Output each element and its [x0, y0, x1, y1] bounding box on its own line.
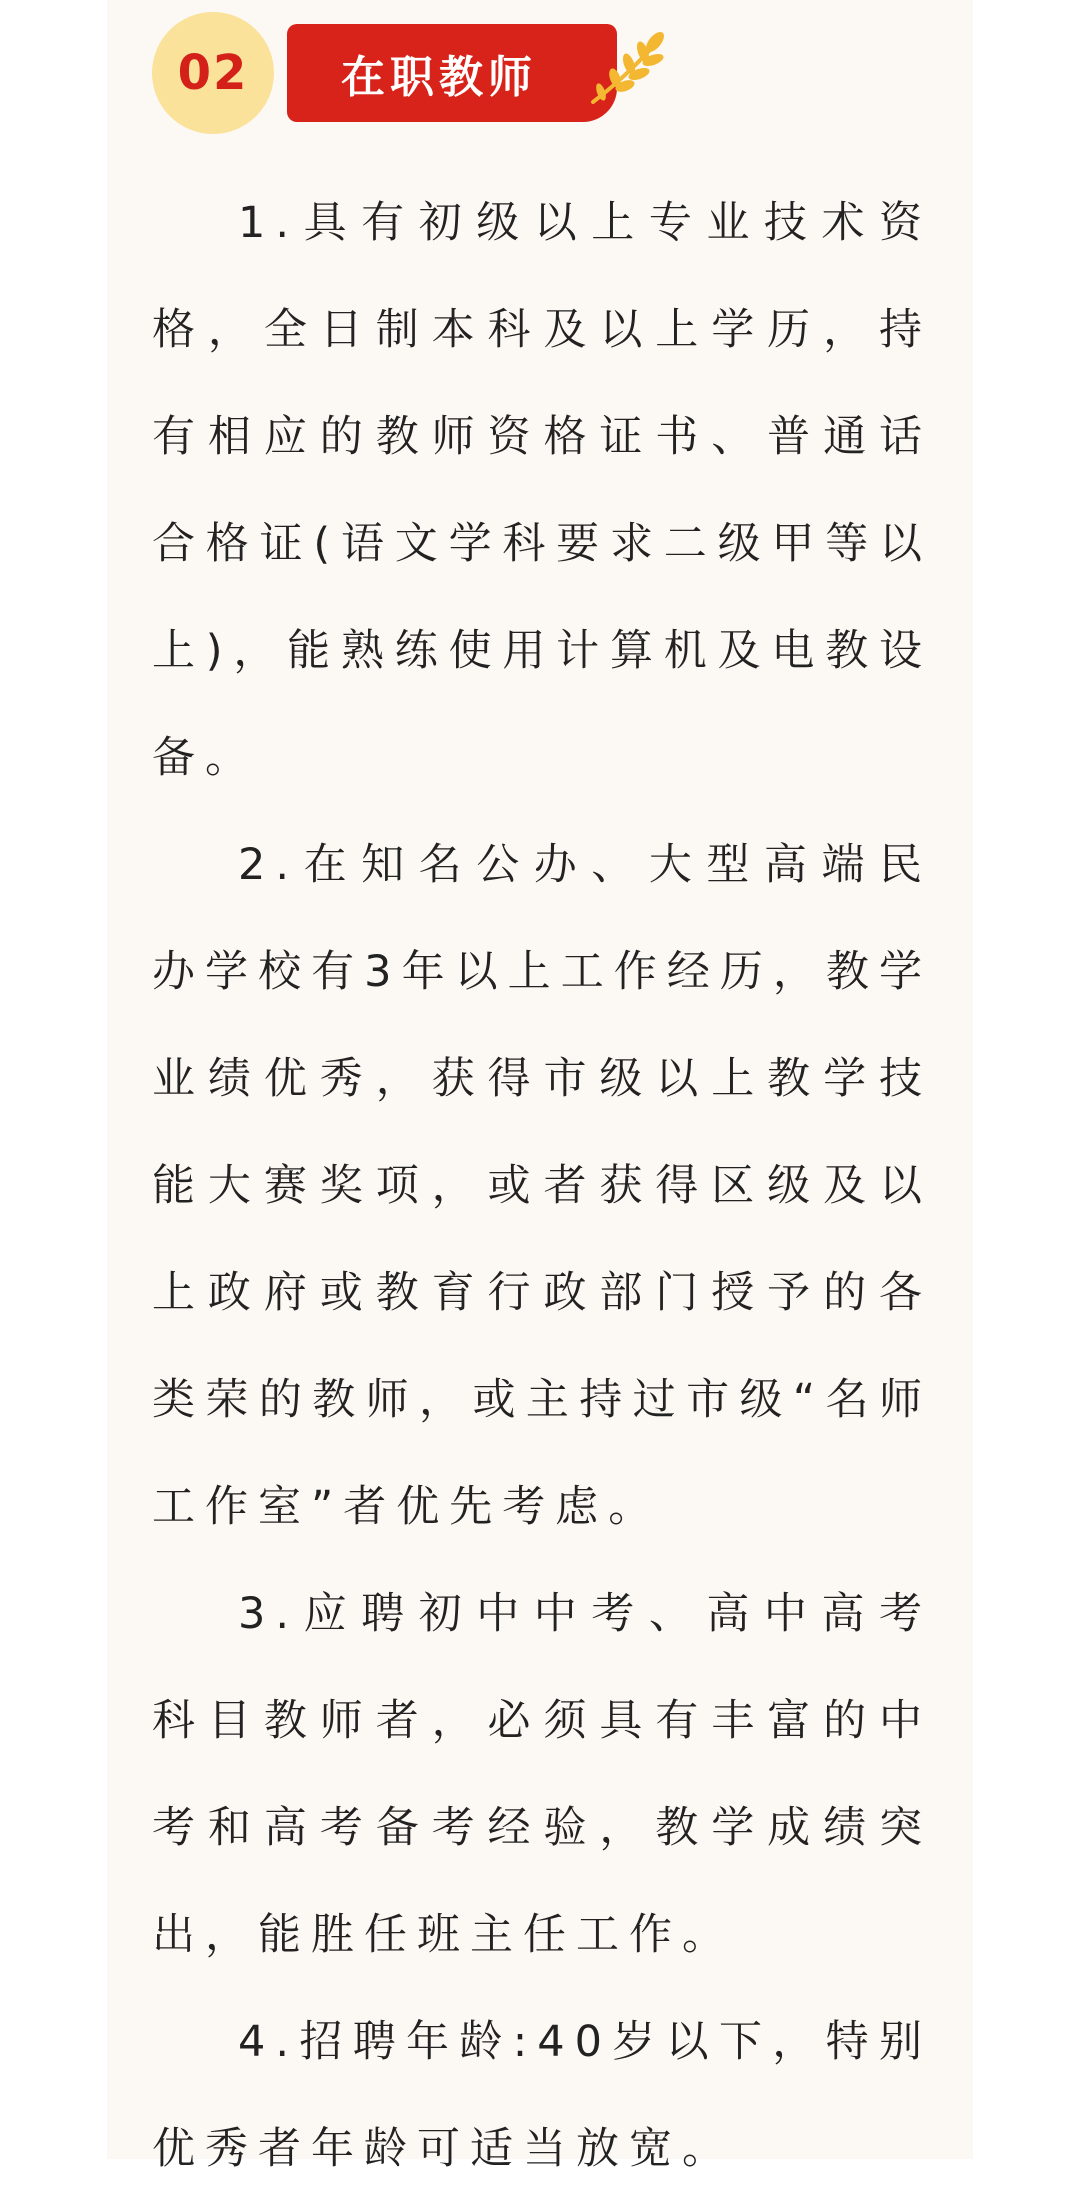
requirement-paragraph-3: 3.应聘初中中考、高中高考科目教师者，必须具有丰富的中考和高考备考经验，教学成绩突出，能胜任班主任工作。	[152, 1589, 932, 1960]
requirement-paragraph-4: 4.招聘年龄:40岁以下，特别优秀者年龄可适当放宽。	[152, 2017, 932, 2174]
section-header	[107, 0, 973, 150]
wheat-icon	[585, 28, 675, 108]
requirements-text	[152, 170, 932, 2203]
section-title: 在职教师	[341, 52, 537, 103]
article-card	[107, 0, 973, 2174]
section-number: 02	[177, 45, 249, 101]
section-title-banner	[287, 24, 617, 122]
requirement-paragraph-1: 1.具有初级以上专业技术资格，全日制本科及以上学历，持有相应的教师资格证书、普通话合格证(语文学科要求二级甲等以上)，能熟练使用计算机及电教设备。	[152, 198, 932, 783]
requirement-paragraph-2: 2.在知名公办、大型高端民办学校有3年以上工作经历，教学业绩优秀，获得市级以上教学技能大赛奖项，或者获得区级及以上政府或教育行政部门授予的各类荣的教师，或主持过市级“名师工作室”者优先考虑。	[152, 840, 932, 1532]
section-number-badge	[152, 12, 274, 134]
